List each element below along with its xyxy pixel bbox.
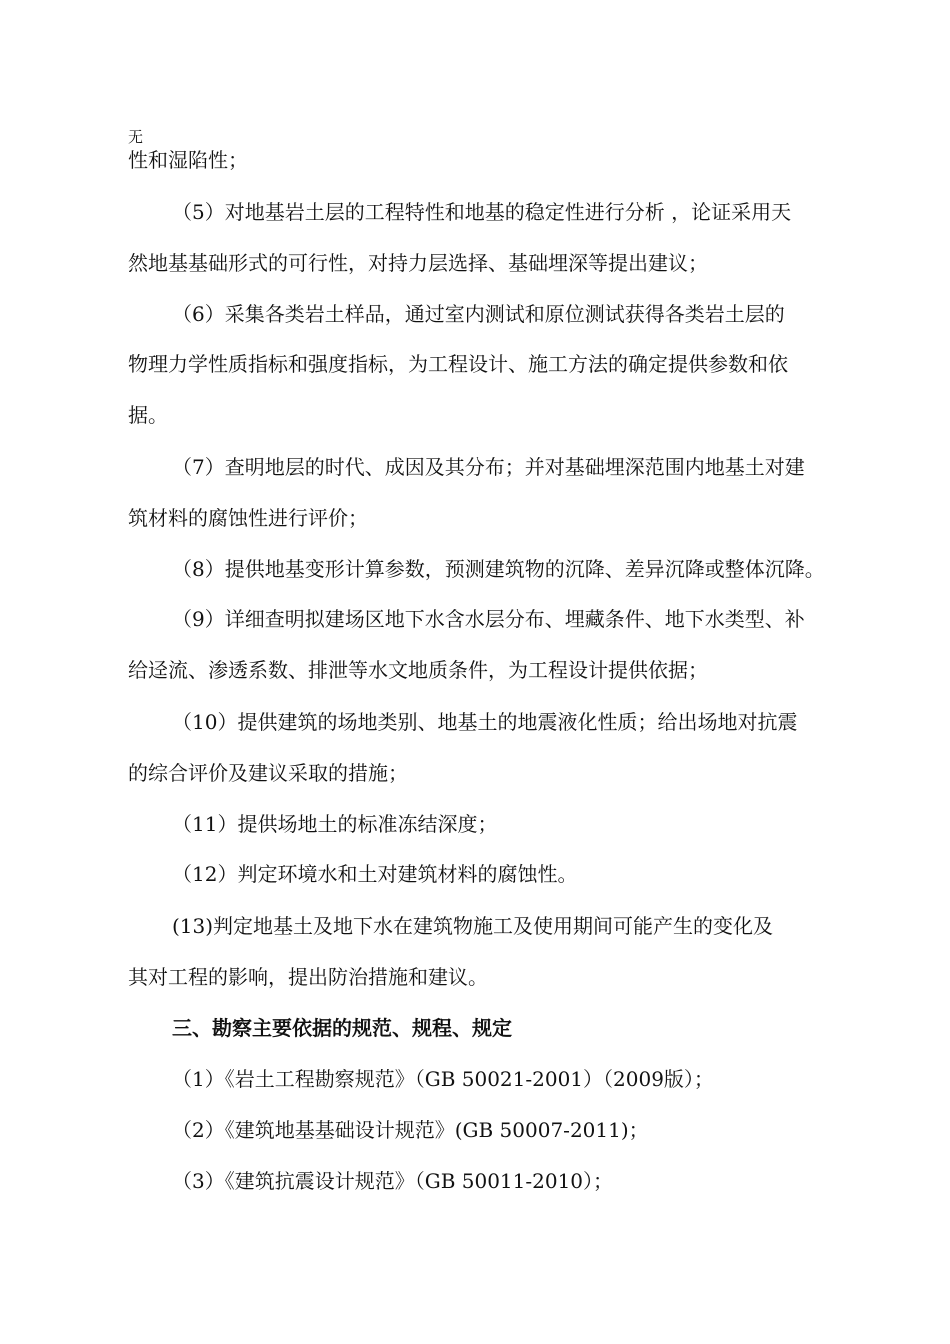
item-13-line-2: 其对工程的影响，提出防治措施和建议。 (128, 965, 488, 989)
item-11-line-1: （11）提供场地土的标准冻结深度； (172, 812, 498, 836)
item-12-line-1: （12）判定环境水和土对建筑材料的腐蚀性。 (172, 862, 578, 886)
item-8-line-1: （8）提供地基变形计算参数，预测建筑物的沉降、差异沉降或整体沉降。 (172, 557, 825, 581)
item-9-line-2: 给迳流、渗透系数、排泄等水文地质条件，为工程设计提供依据； (128, 658, 708, 682)
item-10-line-2: 的综合评价及建议采取的措施； (128, 761, 408, 785)
section-heading: 三、勘察主要依据的规范、规程、规定 (172, 1016, 512, 1040)
reference-item: （1）《岩土工程勘察规范》（GB 50021-2001）（2009版）； (172, 1067, 714, 1091)
item-10-line-1: （10）提供建筑的场地类别、地基土的地震液化性质；给出场地对抗震 (172, 710, 798, 734)
item-9-line-1: （9）详细查明拟建场区地下水含水层分布、埋藏条件、地下水类型、补 (172, 607, 805, 631)
fragment-char: 无 (128, 128, 144, 146)
item-5-line-2: 然地基基础形式的可行性，对持力层选择、基础埋深等提出建议； (128, 251, 708, 275)
item-6-line-2: 物理力学性质指标和强度指标，为工程设计、施工方法的确定提供参数和依 (128, 352, 788, 376)
item-7-line-1: （7）查明地层的时代、成因及其分布；并对基础埋深范围内地基土对建 (172, 455, 805, 479)
item-13-line-1: (13)判定地基土及地下水在建筑物施工及使用期间可能产生的变化及 (172, 914, 774, 938)
item-6-line-1: （6）采集各类岩土样品，通过室内测试和原位测试获得各类岩土层的 (172, 302, 785, 326)
item-7-line-2: 筑材料的腐蚀性进行评价； (128, 506, 368, 530)
item-6-line-3: 据。 (128, 403, 168, 427)
paragraph-line: 性和湿陷性； (128, 148, 248, 172)
reference-item: （2）《建筑地基基础设计规范》(GB 50007-2011)； (172, 1118, 649, 1142)
item-5-line-1: （5）对地基岩土层的工程特性和地基的稳定性进行分析 ，论证采用天 (172, 200, 792, 224)
reference-item: （3）《建筑抗震设计规范》（GB 50011-2010）； (172, 1169, 614, 1193)
